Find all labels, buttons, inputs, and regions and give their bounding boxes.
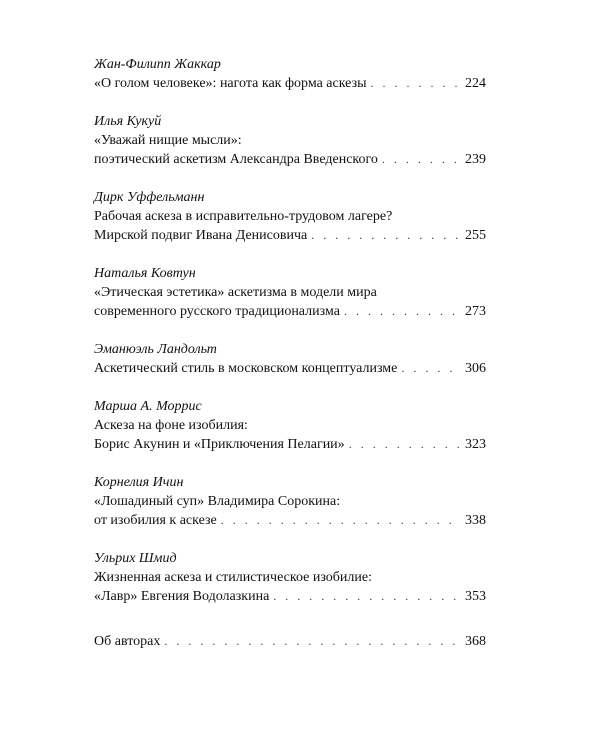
- dot-leader: [311, 226, 461, 245]
- toc-entry-title-line: [94, 302, 486, 321]
- toc-entry-title-line: [94, 587, 486, 606]
- toc-entry-title: поэтический аскетизм Александра Введенского: [94, 152, 378, 167]
- toc-entry-author: Ульрих Шмид: [94, 551, 177, 566]
- toc-entry-author: Илья Кукуй: [94, 114, 162, 129]
- toc-entry-title: Борис Акунин и «Приключения Пелагии»: [94, 437, 345, 452]
- toc-entry[interactable]: [94, 112, 486, 169]
- dot-leader: [349, 435, 461, 454]
- toc-entry-page: 255: [465, 228, 486, 243]
- toc-entry-title-line: [94, 74, 486, 93]
- toc-entry-title: Мирской подвиг Ивана Денисовича: [94, 228, 308, 243]
- dot-leader: [401, 359, 461, 378]
- toc-entry-title: современного русского традиционализма: [94, 304, 340, 319]
- toc-entry-title-line: [94, 359, 486, 378]
- toc-entry-title-line: [94, 226, 486, 245]
- toc-entry-title: «Лавр» Евгения Водолазкина: [94, 589, 270, 604]
- dot-leader: [164, 632, 461, 651]
- toc-entry-title: Рабочая аскеза в исправительно-трудовом лагере?: [94, 209, 393, 224]
- toc-entry-page: 273: [465, 304, 486, 319]
- toc-entry-title-line: [94, 435, 486, 454]
- toc-entry-title-line: [94, 632, 486, 651]
- table-of-contents: [94, 55, 486, 670]
- toc-entry[interactable]: [94, 397, 486, 454]
- toc-entry-author: Марша А. Моррис: [94, 399, 202, 414]
- toc-entry-page: 306: [465, 361, 486, 376]
- toc-entry[interactable]: [94, 188, 486, 245]
- toc-entry-page: 323: [465, 437, 486, 452]
- dot-leader: [382, 150, 461, 169]
- toc-entry-about-authors[interactable]: [94, 632, 486, 651]
- toc-entry-title-line: [94, 511, 486, 530]
- toc-entry-title: от изобилия к аскезе: [94, 513, 217, 528]
- toc-entry-title: «Уважай нищие мысли»:: [94, 133, 242, 148]
- toc-entry-author: Дирк Уффельманн: [94, 190, 205, 205]
- toc-entry-title: «Этическая эстетика» аскетизма в модели мира: [94, 285, 377, 300]
- dot-leader: [273, 587, 461, 606]
- toc-entry-author: Эманюэль Ландольт: [94, 342, 217, 357]
- toc-entry-author: Жан-Филипп Жаккар: [94, 57, 221, 72]
- toc-entry-page: 239: [465, 152, 486, 167]
- toc-entry-title-line: [94, 150, 486, 169]
- dot-leader: [371, 74, 461, 93]
- toc-entry-title: Аскетический стиль в московском концептуализме: [94, 361, 398, 376]
- toc-entry-title: «О голом человеке»: нагота как форма аскезы: [94, 76, 367, 91]
- toc-entry-title: Жизненная аскеза и стилистическое изобилие:: [94, 570, 372, 585]
- toc-entry-author: Наталья Ковтун: [94, 266, 196, 281]
- toc-entry[interactable]: [94, 549, 486, 606]
- toc-entry[interactable]: [94, 340, 486, 378]
- toc-entry-page: 368: [465, 634, 486, 649]
- toc-entry-author: Корнелия Ичин: [94, 475, 184, 490]
- toc-entry-page: 224: [465, 76, 486, 91]
- toc-entry-title: Аскеза на фоне изобилия:: [94, 418, 248, 433]
- dot-leader: [221, 511, 461, 530]
- toc-entry[interactable]: [94, 473, 486, 530]
- toc-entry[interactable]: [94, 55, 486, 93]
- toc-entry-title: Об авторах: [94, 634, 161, 649]
- toc-entry-page: 338: [465, 513, 486, 528]
- toc-entry[interactable]: [94, 264, 486, 321]
- toc-entry-page: 353: [465, 589, 486, 604]
- dot-leader: [344, 302, 461, 321]
- toc-entry-title: «Лошадиный суп» Владимира Сорокина:: [94, 494, 341, 509]
